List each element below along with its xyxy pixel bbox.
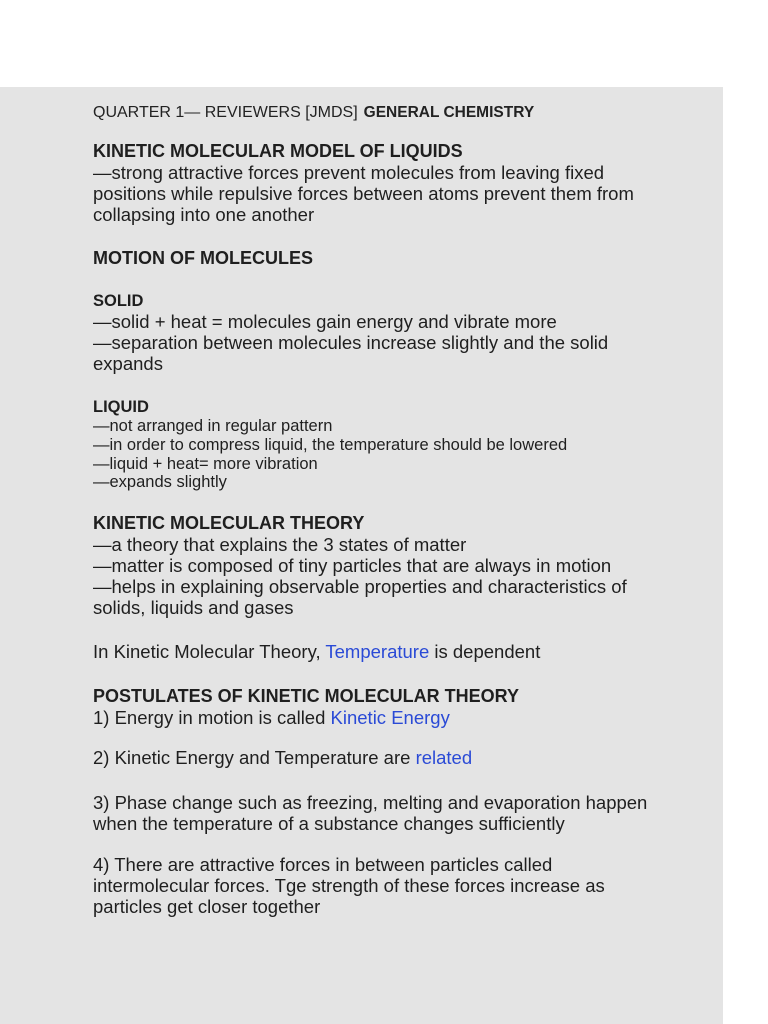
text-line <box>93 747 693 768</box>
text-line: particles get closer together <box>93 896 321 917</box>
highlight-term: related <box>415 747 473 768</box>
header-subject: GENERAL CHEMISTRY <box>363 104 535 121</box>
text-fragment: 2) Kinetic Energy and Temperature are <box>93 747 416 768</box>
section-postulates <box>93 686 693 728</box>
postulate-4 <box>93 854 693 917</box>
text-line: —a theory that explains the 3 states of matter <box>93 534 467 555</box>
text-line: solids, liquids and gases <box>93 597 294 618</box>
text-line: —expands slightly <box>93 473 227 492</box>
highlight-term: Temperature <box>325 641 430 662</box>
header-prefix: QUARTER 1— REVIEWERS [JMDS] <box>93 104 358 121</box>
text-line: —in order to compress liquid, the temperature should be lowered <box>93 435 568 454</box>
text-line: —not arranged in regular pattern <box>93 417 333 435</box>
text-line: —strong attractive forces prevent molecules from leaving fixed <box>93 162 605 183</box>
section-title: POSTULATES OF KINETIC MOLECULAR THEORY <box>93 686 519 706</box>
section-kmm-liquids <box>93 141 693 225</box>
text-fragment: is dependent <box>429 641 541 662</box>
text-line: intermolecular forces. Tge strength of these forces increase as <box>93 875 605 896</box>
section-kmt <box>93 513 693 618</box>
document-page <box>0 87 723 1024</box>
section-title: MOTION OF MOLECULES <box>93 248 313 268</box>
highlight-term: Kinetic Energy <box>330 707 450 728</box>
text-fragment: In Kinetic Molecular Theory, <box>93 641 326 662</box>
text-line: —liquid + heat= more vibration <box>93 454 318 473</box>
section-title: KINETIC MOLECULAR MODEL OF LIQUIDS <box>93 141 463 161</box>
subsection-title: SOLID <box>93 292 144 310</box>
text-line: —solid + heat = molecules gain energy and vibrate more <box>93 311 557 332</box>
text-line: when the temperature of a substance changes sufficiently <box>93 813 565 834</box>
section-liquid <box>93 397 693 492</box>
text-line: collapsing into one another <box>93 204 315 225</box>
section-solid <box>93 291 693 374</box>
subsection-title: LIQUID <box>93 398 149 416</box>
header-line <box>93 103 534 123</box>
text-line: —helps in explaining observable properties and characteristics of <box>93 576 627 597</box>
text-line: —separation between molecules increase slightly and the solid <box>93 332 609 353</box>
postulate-3 <box>93 792 693 834</box>
text-fragment: 1) Energy in motion is called <box>93 707 331 728</box>
section-title: KINETIC MOLECULAR THEORY <box>93 513 365 533</box>
text-line: expands <box>93 353 163 374</box>
postulate-1 <box>93 707 693 728</box>
text-line: 4) There are attractive forces in between particles called <box>93 854 553 875</box>
text-line: 3) Phase change such as freezing, melting and evaporation happen <box>93 792 648 813</box>
text-line <box>93 641 693 662</box>
section-dependent <box>93 641 693 662</box>
section-motion <box>93 248 693 269</box>
text-line: positions while repulsive forces between atoms prevent them from <box>93 183 634 204</box>
postulate-2 <box>93 747 693 768</box>
text-line: —matter is composed of tiny particles that are always in motion <box>93 555 612 576</box>
